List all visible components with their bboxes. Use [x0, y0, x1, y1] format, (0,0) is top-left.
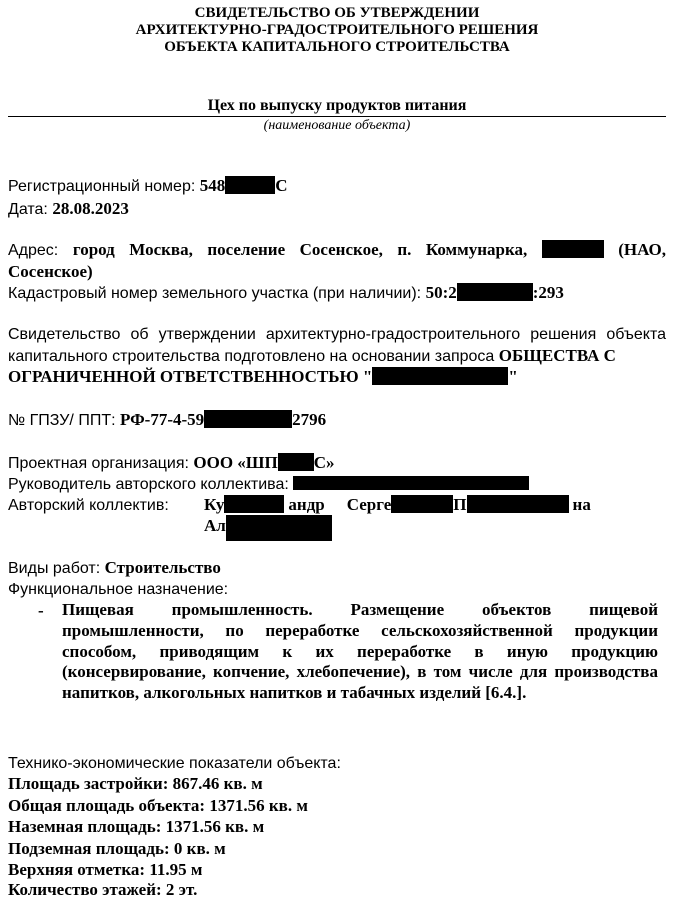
- list-bullet: -: [38, 601, 44, 620]
- function-item: Пищевая промышленность. Размещение объектов пищевой промышленности, по переработке сельскохозяйственной продукции способом, приводящим к их переработке в иную продукцию (консервирование, копчение, хлебопечение), в том числе для производства напитков, алкогольных напитков и табачных изделий [6.4.].: [62, 600, 658, 703]
- object-name-underline: [8, 116, 666, 117]
- cadastral-value-end: :293: [532, 283, 564, 302]
- redaction-box: [278, 453, 314, 471]
- date-row: [8, 198, 666, 220]
- basis-applicant-end: ": [508, 367, 518, 386]
- authors-name-1b: андр: [288, 495, 325, 514]
- work-type-label: Виды работ:: [8, 560, 105, 577]
- indicator-total-area: Общая площадь объекта: 1371.56 кв. м: [8, 796, 308, 815]
- indicator-floor-count: Количество этажей: 2 эт.: [8, 880, 198, 899]
- team-lead-label: Руководитель авторского коллектива:: [8, 476, 294, 493]
- gpzu-label: № ГПЗУ/ ППТ:: [8, 412, 120, 429]
- cadastral-label: Кадастровый номер земельного участка (при наличии):: [8, 285, 426, 302]
- redaction-box: [457, 283, 533, 301]
- redaction-box: [372, 367, 508, 385]
- basis-line-2-text: капитального строительства подготовлено на основании запроса: [8, 348, 499, 365]
- object-name: Цех по выпуску продуктов питания: [207, 97, 467, 114]
- date-label: Дата:: [8, 201, 53, 218]
- gpzu-row: [8, 409, 666, 431]
- address-value-line2: Сосенское): [8, 262, 93, 281]
- date-value: 28.08.2023: [52, 199, 129, 218]
- cadastral-value-start: 50:2: [425, 283, 457, 302]
- redaction-box: [224, 495, 284, 513]
- work-type-value: Строительство: [104, 558, 221, 577]
- indicators-label-row: [8, 752, 666, 774]
- document-title: [0, 5, 674, 56]
- design-org-label: Проектная организация:: [8, 455, 194, 472]
- indicator-above-ground-area: Наземная площадь: 1371.56 кв. м: [8, 817, 265, 836]
- address-label: Адрес:: [8, 242, 73, 259]
- authors-name-1d: П: [453, 495, 467, 514]
- function-label-row: [8, 578, 666, 600]
- redaction-box: [542, 240, 604, 258]
- authors-name-1c: Серге: [346, 495, 392, 514]
- design-org-value-end: С»: [313, 453, 335, 472]
- registration-value-end: С: [275, 176, 288, 195]
- title-line-3: ОБЪЕКТА КАПИТАЛЬНОГО СТРОИТЕЛЬСТВА: [164, 39, 510, 55]
- basis-line-3: [8, 366, 666, 387]
- authors-line-2: [204, 515, 658, 541]
- team-lead-row: [8, 473, 666, 495]
- object-caption: (наименование объекта): [263, 118, 411, 133]
- redaction-box: [226, 515, 332, 541]
- authors-name-1e: на: [572, 495, 591, 514]
- address-value-part2: (НАО,: [618, 240, 667, 259]
- function-label: Функциональное назначение:: [8, 581, 229, 598]
- basis-line-2: [8, 345, 666, 367]
- address-value-part1: город Москва, поселение Сосенское, п. Коммунарка,: [72, 240, 528, 259]
- cadastral-row: [8, 282, 666, 304]
- design-org-value-start: ООО «ШП: [193, 453, 278, 472]
- authors-line-1: [204, 494, 658, 515]
- redaction-box: [293, 476, 529, 490]
- basis-line-2-bold: ОБЩЕСТВА С: [498, 346, 616, 365]
- authors-name-1a: Ку: [204, 495, 225, 514]
- basis-line-1: Свидетельство об утверждении архитектурно-градостроительного решения объекта: [8, 326, 666, 343]
- redaction-box: [391, 495, 453, 513]
- redaction-box: [204, 410, 292, 428]
- authors-label: Авторский коллектив:: [8, 497, 169, 514]
- basis-applicant-start: ОГРАНИЧЕННОЙ ОТВЕТСТВЕННОСТЬЮ ": [8, 367, 373, 386]
- authors-name-2a: Ал: [204, 516, 226, 535]
- indicators-label: Технико-экономические показатели объекта:: [8, 755, 341, 772]
- design-org-row: [8, 452, 666, 474]
- indicator-top-elevation: Верхняя отметка: 11.95 м: [8, 860, 203, 879]
- gpzu-value-end: 2796: [292, 410, 327, 429]
- address-row-2: [8, 261, 666, 282]
- registration-row: [8, 175, 666, 197]
- indicator-underground-area: Подземная площадь: 0 кв. м: [8, 839, 226, 858]
- indicator-building-area: Площадь застройки: 867.46 кв. м: [8, 774, 263, 793]
- title-line-1: СВИДЕТЕЛЬСТВО ОБ УТВЕРЖДЕНИИ: [194, 5, 480, 21]
- title-line-2: АРХИТЕКТУРНО-ГРАДОСТРОИТЕЛЬНОГО РЕШЕНИЯ: [135, 22, 539, 38]
- work-type-row: [8, 557, 666, 579]
- address-row: [8, 239, 666, 261]
- registration-value-start: 548: [199, 176, 226, 195]
- redaction-box: [225, 176, 275, 194]
- redaction-box: [467, 495, 569, 513]
- registration-label: Регистрационный номер:: [8, 178, 200, 195]
- gpzu-value-start: РФ-77-4-59: [119, 410, 205, 429]
